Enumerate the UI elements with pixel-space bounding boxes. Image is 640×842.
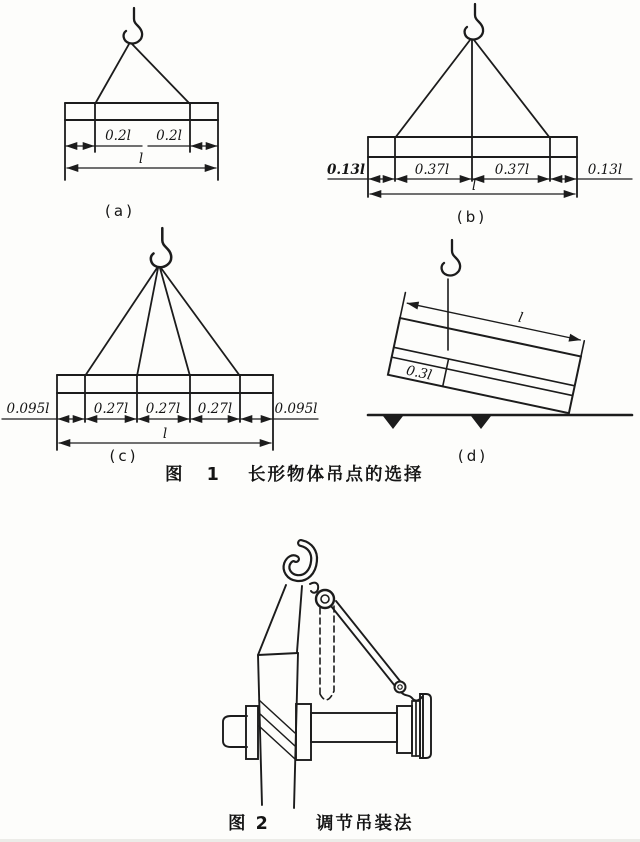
dim-label-b-outer-right: 0.13l <box>587 162 623 178</box>
shackle-link-icon <box>310 583 318 593</box>
sublabel-d: (d) <box>457 447 489 465</box>
end-hook-icon <box>401 692 422 701</box>
diagram-c <box>2 228 318 465</box>
figure2-caption-label: 图 2 <box>228 814 270 834</box>
dim-label-c-outer-left: 0.095l <box>6 401 50 417</box>
crane-hook-icon <box>151 228 171 267</box>
figure2-caption <box>228 813 414 834</box>
sling-lines <box>85 268 240 376</box>
dim-label-a-left: 0.2l <box>105 128 131 144</box>
dim-label-c-mid2: 0.27l <box>145 401 181 417</box>
figure1-caption-label: 图 1 <box>165 465 221 485</box>
dim-label-c-mid3: 0.27l <box>197 401 233 417</box>
strap-wrap-hatch <box>259 700 295 759</box>
dim-label-b-inner-right: 0.37l <box>494 162 530 178</box>
figure1-caption-title: 长形物体吊点的选择 <box>248 465 424 485</box>
beam-lines <box>65 103 218 120</box>
sling-lines <box>95 44 190 104</box>
diagram-d <box>368 240 632 465</box>
strap-lines <box>258 585 302 655</box>
crane-hook-icon <box>465 4 483 39</box>
tilted-beam <box>388 286 588 413</box>
dim-label-c-mid1: 0.27l <box>93 401 129 417</box>
sublabel-a: (a) <box>105 202 135 220</box>
crane-hook-icon <box>442 240 460 275</box>
sublabel-c: (c) <box>109 447 139 465</box>
support-markers <box>383 416 491 429</box>
turnbuckle-bottom-ring <box>395 682 406 693</box>
dim-label-b-outer-left: 0.13l <box>326 162 366 178</box>
turnbuckle-rod <box>331 601 400 686</box>
shaft-end-plate <box>397 706 412 753</box>
shaft-body <box>311 713 397 742</box>
shaft-right-plate <box>296 704 311 760</box>
dim-label-d-section: 0.3l <box>404 362 434 384</box>
dim-label-b-total: l <box>471 178 477 194</box>
shaft-left-cap <box>223 716 247 747</box>
dim-label-b-inner-left: 0.37l <box>414 162 450 178</box>
figure2-caption-title: 调节吊装法 <box>316 814 414 834</box>
diagram-b <box>327 4 632 226</box>
sublabel-b: (b) <box>456 208 488 226</box>
crane-hook-icon <box>124 8 142 43</box>
figure1-caption <box>165 464 424 485</box>
shaft-left-plate <box>246 706 258 759</box>
dim-label-c-total: l <box>162 426 168 442</box>
dim-label-c-outer-right: 0.095l <box>274 401 318 417</box>
turnbuckle-bottom-ring-hole <box>398 685 402 689</box>
sling-lines <box>395 40 550 181</box>
dim-label-a-right: 0.2l <box>156 128 182 144</box>
shaft-end-flange <box>420 694 431 758</box>
turnbuckle-top-ring-hole <box>321 595 329 603</box>
dim-label-a-total: l <box>138 151 144 167</box>
diagram-a <box>65 8 218 220</box>
dim-label-d-total: l <box>516 309 525 327</box>
figure2-drawing <box>223 543 431 808</box>
hidden-sling-dashed <box>320 606 334 700</box>
